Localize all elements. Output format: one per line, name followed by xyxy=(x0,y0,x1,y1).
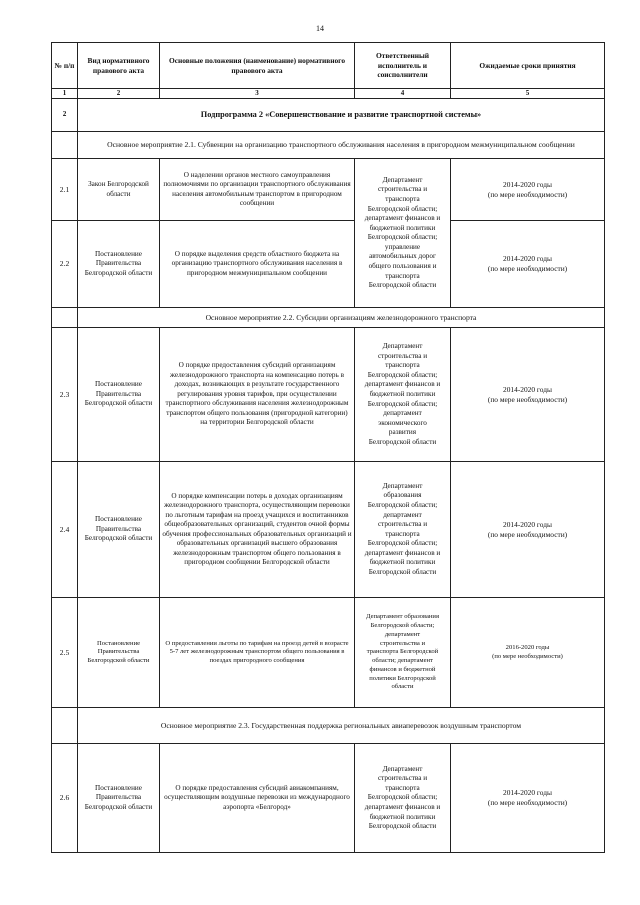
act-type: Закон Белгородской области xyxy=(78,159,160,221)
subprogram-row xyxy=(52,99,605,132)
row-number: 2.5 xyxy=(52,598,78,708)
column-number: 5 xyxy=(451,89,605,99)
deadline: 2014-2020 годы (по мере необходимости) xyxy=(451,221,605,308)
act-type: Постановление Правительства Белгородской области xyxy=(78,328,160,462)
column-numbers-row xyxy=(52,89,605,99)
subprogram-number: 2 xyxy=(52,99,78,132)
act-type: Постановление Правительства Белгородской области xyxy=(78,462,160,598)
table-row xyxy=(52,328,605,462)
activity-row xyxy=(52,708,605,744)
activity-title: Основное мероприятие 2.1. Субвенции на организацию транспортного обслуживания населения в пригородном межмуниципальном сообщении xyxy=(78,132,605,159)
header-executor: Ответственный исполнитель и соисполнители xyxy=(355,43,451,89)
act-description: О предоставлении льготы по тарифам на проезд детей в возрасте 5-7 лет железнодорожным транспортом общего пользования в поездах пригородного сообщения xyxy=(160,598,355,708)
row-number: 2.3 xyxy=(52,328,78,462)
deadline: 2014-2020 годы (по мере необходимости) xyxy=(451,159,605,221)
act-description: О порядке предоставления субсидий организациям железнодорожного транспорта на компенсацию потерь в доходах, возникающих в результате государственного регулирования уровня тарифов, при осуществлении транспортного обслуживания населения железнодорожным транспортом общего пользования (пригородной категории) на территории Белгородской области xyxy=(160,328,355,462)
executors: Департамент образования Белгородской области; департамент строительства и транспорта Белгородской области; департамент финансов и бюджетной политики Белгородской области xyxy=(355,462,451,598)
executors: Департамент образования Белгородской области; департамент строительства и транспорта Белгородской области; департамент финансов и бюджетной политики Белгородской области xyxy=(355,598,451,708)
executors: Департамент строительства и транспорта Белгородской области; департамент финансов и бюджетной политики Белгородской области; управление автомобильных дорог общего пользования и транспорта Белгородской области xyxy=(355,159,451,308)
act-description: О порядке выделения средств областного бюджета на организацию транспортного обслуживания населения в пригородном межмуниципальном сообщении xyxy=(160,221,355,308)
column-number: 3 xyxy=(160,89,355,99)
act-description: О порядке предоставления субсидий авиакомпаниям, осуществляющим воздушные перевозки из международного аэропорта «Белгород» xyxy=(160,744,355,853)
page-number: 14 xyxy=(316,24,324,33)
activity-title: Основное мероприятие 2.3. Государственная поддержка региональных авиаперевозок воздушным транспортом xyxy=(78,708,605,744)
regulatory-acts-table xyxy=(51,42,605,853)
activity-row xyxy=(52,308,605,328)
table-row xyxy=(52,221,605,308)
act-description: О порядке компенсации потерь в доходах организациям железнодорожного транспорта, осуществляющим перевозки по льготным тарифам на проезд учащихся и воспитанников общеобразовательных организаций, студентов очной формы обучения профессиональных образовательных организаций и образовательных организаций высшего образования железнодорожным транспортом общего пользования в пригородном сообщении Белгородской области xyxy=(160,462,355,598)
header-act-type: Вид нормативного правового акта xyxy=(78,43,160,89)
act-description: О наделении органов местного самоуправления полномочиями по организации транспортного обслуживания населения автомобильным транспортом в пригородном сообщении xyxy=(160,159,355,221)
row-number: 2.2 xyxy=(52,221,78,308)
deadline: 2014-2020 годы (по мере необходимости) xyxy=(451,328,605,462)
executors: Департамент строительства и транспорта Белгородской области; департамент финансов и бюджетной политики Белгородской области; департамент экономического развития Белгородской области xyxy=(355,328,451,462)
act-type: Постановление Правительства Белгородской области xyxy=(78,598,160,708)
deadline: 2014-2020 годы (по мере необходимости) xyxy=(451,744,605,853)
table-row xyxy=(52,744,605,853)
subprogram-title: Подпрограмма 2 «Совершенствование и развитие транспортной системы» xyxy=(78,99,605,132)
act-type: Постановление Правительства Белгородской области xyxy=(78,744,160,853)
table-row xyxy=(52,462,605,598)
table-row xyxy=(52,159,605,221)
column-number: 1 xyxy=(52,89,78,99)
activity-title: Основное мероприятие 2.2. Субсидии организациям железнодорожного транспорта xyxy=(78,308,605,328)
row-number: 2.1 xyxy=(52,159,78,221)
header-deadline: Ожидаемые сроки принятия xyxy=(451,43,605,89)
row-number: 2.6 xyxy=(52,744,78,853)
row-number: 2.4 xyxy=(52,462,78,598)
activity-row xyxy=(52,132,605,159)
column-number: 2 xyxy=(78,89,160,99)
column-number: 4 xyxy=(355,89,451,99)
act-type: Постановление Правительства Белгородской области xyxy=(78,221,160,308)
table-header-row xyxy=(52,43,605,89)
deadline: 2016-2020 годы (по мере необходимости) xyxy=(451,598,605,708)
table-row xyxy=(52,598,605,708)
header-act-content: Основные положения (наименование) нормативного правового акта xyxy=(160,43,355,89)
deadline: 2014-2020 годы (по мере необходимости) xyxy=(451,462,605,598)
executors: Департамент строительства и транспорта Белгородской области; департамент финансов и бюджетной политики Белгородской области xyxy=(355,744,451,853)
header-num: № п/п xyxy=(52,43,78,89)
